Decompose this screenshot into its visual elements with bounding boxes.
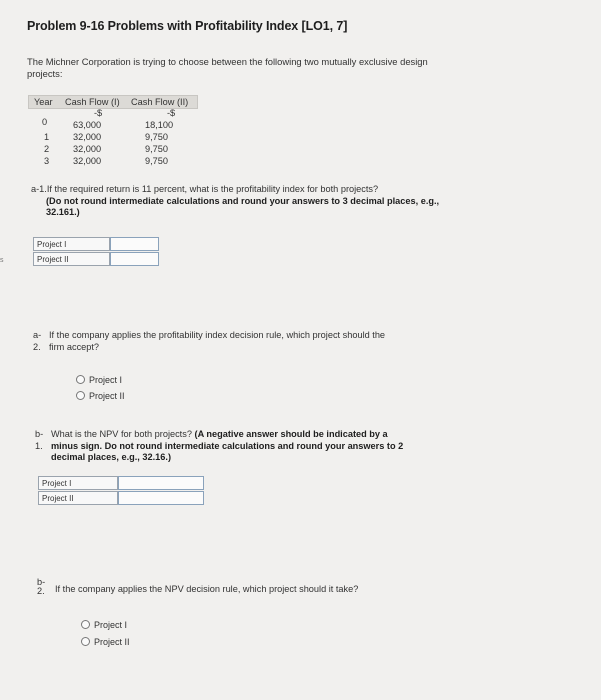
question-b1	[51, 429, 451, 464]
question-label: a-	[33, 330, 42, 340]
question-text: If the required return is 11 percent, what is the profitability index for both projects?	[46, 184, 379, 194]
radio-label: Project II	[94, 637, 130, 647]
answer-label: Project II	[33, 252, 110, 266]
question-text: firm accept?	[49, 341, 100, 352]
question-b1-label	[35, 429, 43, 452]
question-text: What is the NPV for both projects?	[51, 429, 192, 439]
radio-circle-icon[interactable]	[81, 637, 90, 646]
question-label: 1.	[35, 440, 43, 451]
question-a2-label	[33, 330, 41, 353]
table-cell-cf2: -$	[167, 108, 176, 118]
question-instructions: (A negative answer should be indicated by a	[194, 429, 388, 439]
page-title: Problem 9-16 Problems with Profitability Index [LO1, 7]	[27, 19, 348, 33]
table-cell-year: 1	[44, 132, 50, 142]
table-cell-cf2: 9,750	[145, 132, 168, 142]
question-b2	[55, 584, 455, 596]
question-instructions: (Do not round intermediate calculations and round your answers to 3 decimal places, e.g., 32.161.)	[46, 195, 440, 217]
question-label: 2.	[37, 586, 45, 596]
table-cell-year: 3	[44, 156, 50, 166]
table-cell-cf1: 32,000	[73, 144, 102, 154]
radio-circle-icon[interactable]	[76, 375, 85, 384]
table-cell-cf2: 18,100	[145, 120, 174, 130]
table-cell-cf1: 63,000	[73, 120, 102, 130]
radio-label: Project II	[89, 391, 125, 401]
problem-intro: The Michner Corporation is trying to choose between the following two mutually exclusive design projects:	[27, 56, 428, 79]
radio-label: Project I	[89, 375, 123, 385]
table-cell-cf1: -$	[94, 108, 103, 118]
answer-row-project-1	[33, 237, 159, 252]
answer-label: Project I	[33, 237, 110, 251]
header-cash-flow-1: Cash Flow (I)	[65, 97, 120, 107]
margin-mark: s	[0, 257, 4, 264]
radio-b2-project-2[interactable]	[81, 637, 130, 647]
table-cell-cf1: 32,000	[73, 132, 102, 142]
question-instructions: decimal places, e.g., 32.16.)	[51, 452, 172, 462]
answer-row-project-2	[33, 252, 159, 267]
answer-row-npv-project-1	[38, 476, 204, 491]
header-cash-flow-2: Cash Flow (II)	[131, 97, 189, 107]
pi-project-1-input[interactable]	[110, 237, 159, 251]
radio-label: Project I	[94, 620, 128, 630]
table-cell-year: 2	[44, 144, 50, 154]
question-b2-label	[37, 578, 45, 596]
answer-label: Project II	[38, 491, 118, 505]
question-label: b-	[35, 429, 44, 439]
radio-b2-project-1[interactable]	[81, 620, 127, 630]
radio-a2-project-2[interactable]	[76, 391, 125, 401]
question-a2	[49, 330, 449, 353]
question-text: If the company applies the profitability index decision rule, which project should the	[49, 330, 386, 340]
header-year: Year	[34, 97, 53, 107]
question-label: a-1.	[31, 184, 47, 194]
npv-project-2-input[interactable]	[118, 491, 204, 505]
question-instructions: minus sign. Do not round intermediate calculations and round your answers to 2	[51, 440, 404, 451]
table-cell-year: 0	[42, 117, 48, 127]
radio-a2-project-1[interactable]	[76, 375, 122, 385]
radio-circle-icon[interactable]	[76, 391, 85, 400]
question-label: 2.	[33, 341, 41, 352]
radio-circle-icon[interactable]	[81, 620, 90, 629]
question-text: If the company applies the NPV decision rule, which project should it take?	[55, 584, 359, 594]
npv-project-1-input[interactable]	[118, 476, 204, 490]
table-cell-cf2: 9,750	[145, 156, 168, 166]
table-header	[28, 95, 198, 109]
answer-row-npv-project-2	[38, 491, 204, 506]
table-cell-cf1: 32,000	[73, 156, 102, 166]
table-cell-cf2: 9,750	[145, 144, 168, 154]
answer-label: Project I	[38, 476, 118, 490]
pi-project-2-input[interactable]	[110, 252, 159, 266]
question-a1	[31, 184, 451, 219]
question-label: b-	[37, 577, 46, 587]
